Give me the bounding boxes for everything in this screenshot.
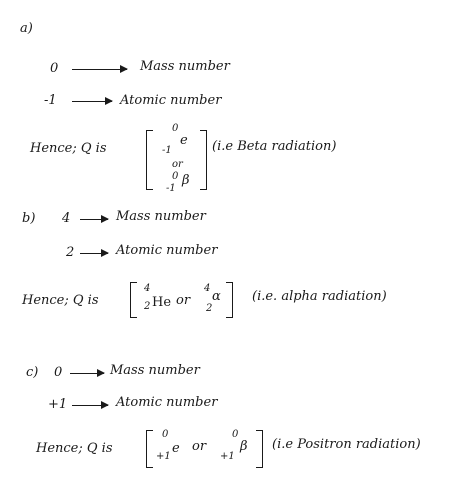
particle-atomic-number: +1 (220, 451, 235, 462)
right-bracket (226, 282, 233, 318)
hence-text: Hence; Q is (22, 293, 99, 308)
particle-symbol: He (152, 295, 172, 310)
or-text: or (192, 439, 207, 454)
particle-atomic-number: -1 (162, 145, 172, 156)
atomic-number-label: Atomic number (120, 93, 222, 108)
mass-number-value: 0 (54, 365, 63, 380)
particle-symbol: e (180, 133, 188, 148)
or-text: or (176, 293, 191, 308)
particle-mass-number: 0 (232, 429, 239, 440)
atomic-number-value: -1 (44, 93, 57, 108)
arrow-icon (80, 253, 108, 254)
left-bracket (146, 430, 153, 468)
part-c-label: c) (26, 365, 39, 380)
mass-number-value: 4 (62, 211, 71, 226)
particle-atomic-number: +1 (156, 451, 171, 462)
particle-mass-number: 0 (172, 171, 179, 182)
particle-symbol: β (182, 173, 190, 188)
left-bracket (130, 282, 137, 318)
particle-symbol: β (240, 439, 248, 454)
atomic-number-value: 2 (66, 245, 75, 260)
mass-number-label: Mass number (116, 209, 206, 224)
atomic-number-label: Atomic number (116, 395, 218, 410)
part-a-label: a) (20, 21, 33, 36)
particle-symbol: e (172, 441, 180, 456)
arrow-icon (72, 405, 108, 406)
particle-mass-number: 0 (172, 123, 179, 134)
arrow-icon (80, 219, 108, 220)
mass-number-label: Mass number (140, 59, 230, 74)
right-bracket (200, 130, 207, 190)
particle-mass-number: 4 (144, 283, 151, 294)
radiation-note: (i.e Beta radiation) (212, 139, 337, 154)
radiation-note: (i.e. alpha radiation) (252, 289, 387, 304)
mass-number-value: 0 (50, 61, 59, 76)
particle-mass-number: 0 (162, 429, 169, 440)
part-b-label: b) (22, 211, 36, 226)
hence-text: Hence; Q is (30, 141, 107, 156)
particle-mass-number: 4 (204, 283, 211, 294)
arrow-icon (72, 69, 127, 70)
particle-atomic-number: 2 (144, 301, 151, 312)
or-text: or (172, 159, 183, 170)
particle-atomic-number: -1 (166, 183, 176, 194)
atomic-number-label: Atomic number (116, 243, 218, 258)
right-bracket (256, 430, 263, 468)
hence-text: Hence; Q is (36, 441, 113, 456)
particle-symbol: α (212, 289, 221, 304)
arrow-icon (70, 373, 104, 374)
particle-atomic-number: 2 (206, 303, 213, 314)
arrow-icon (72, 101, 112, 102)
left-bracket (146, 130, 153, 190)
radiation-note: (i.e Positron radiation) (272, 437, 421, 452)
mass-number-label: Mass number (110, 363, 200, 378)
atomic-number-value: +1 (48, 397, 68, 412)
